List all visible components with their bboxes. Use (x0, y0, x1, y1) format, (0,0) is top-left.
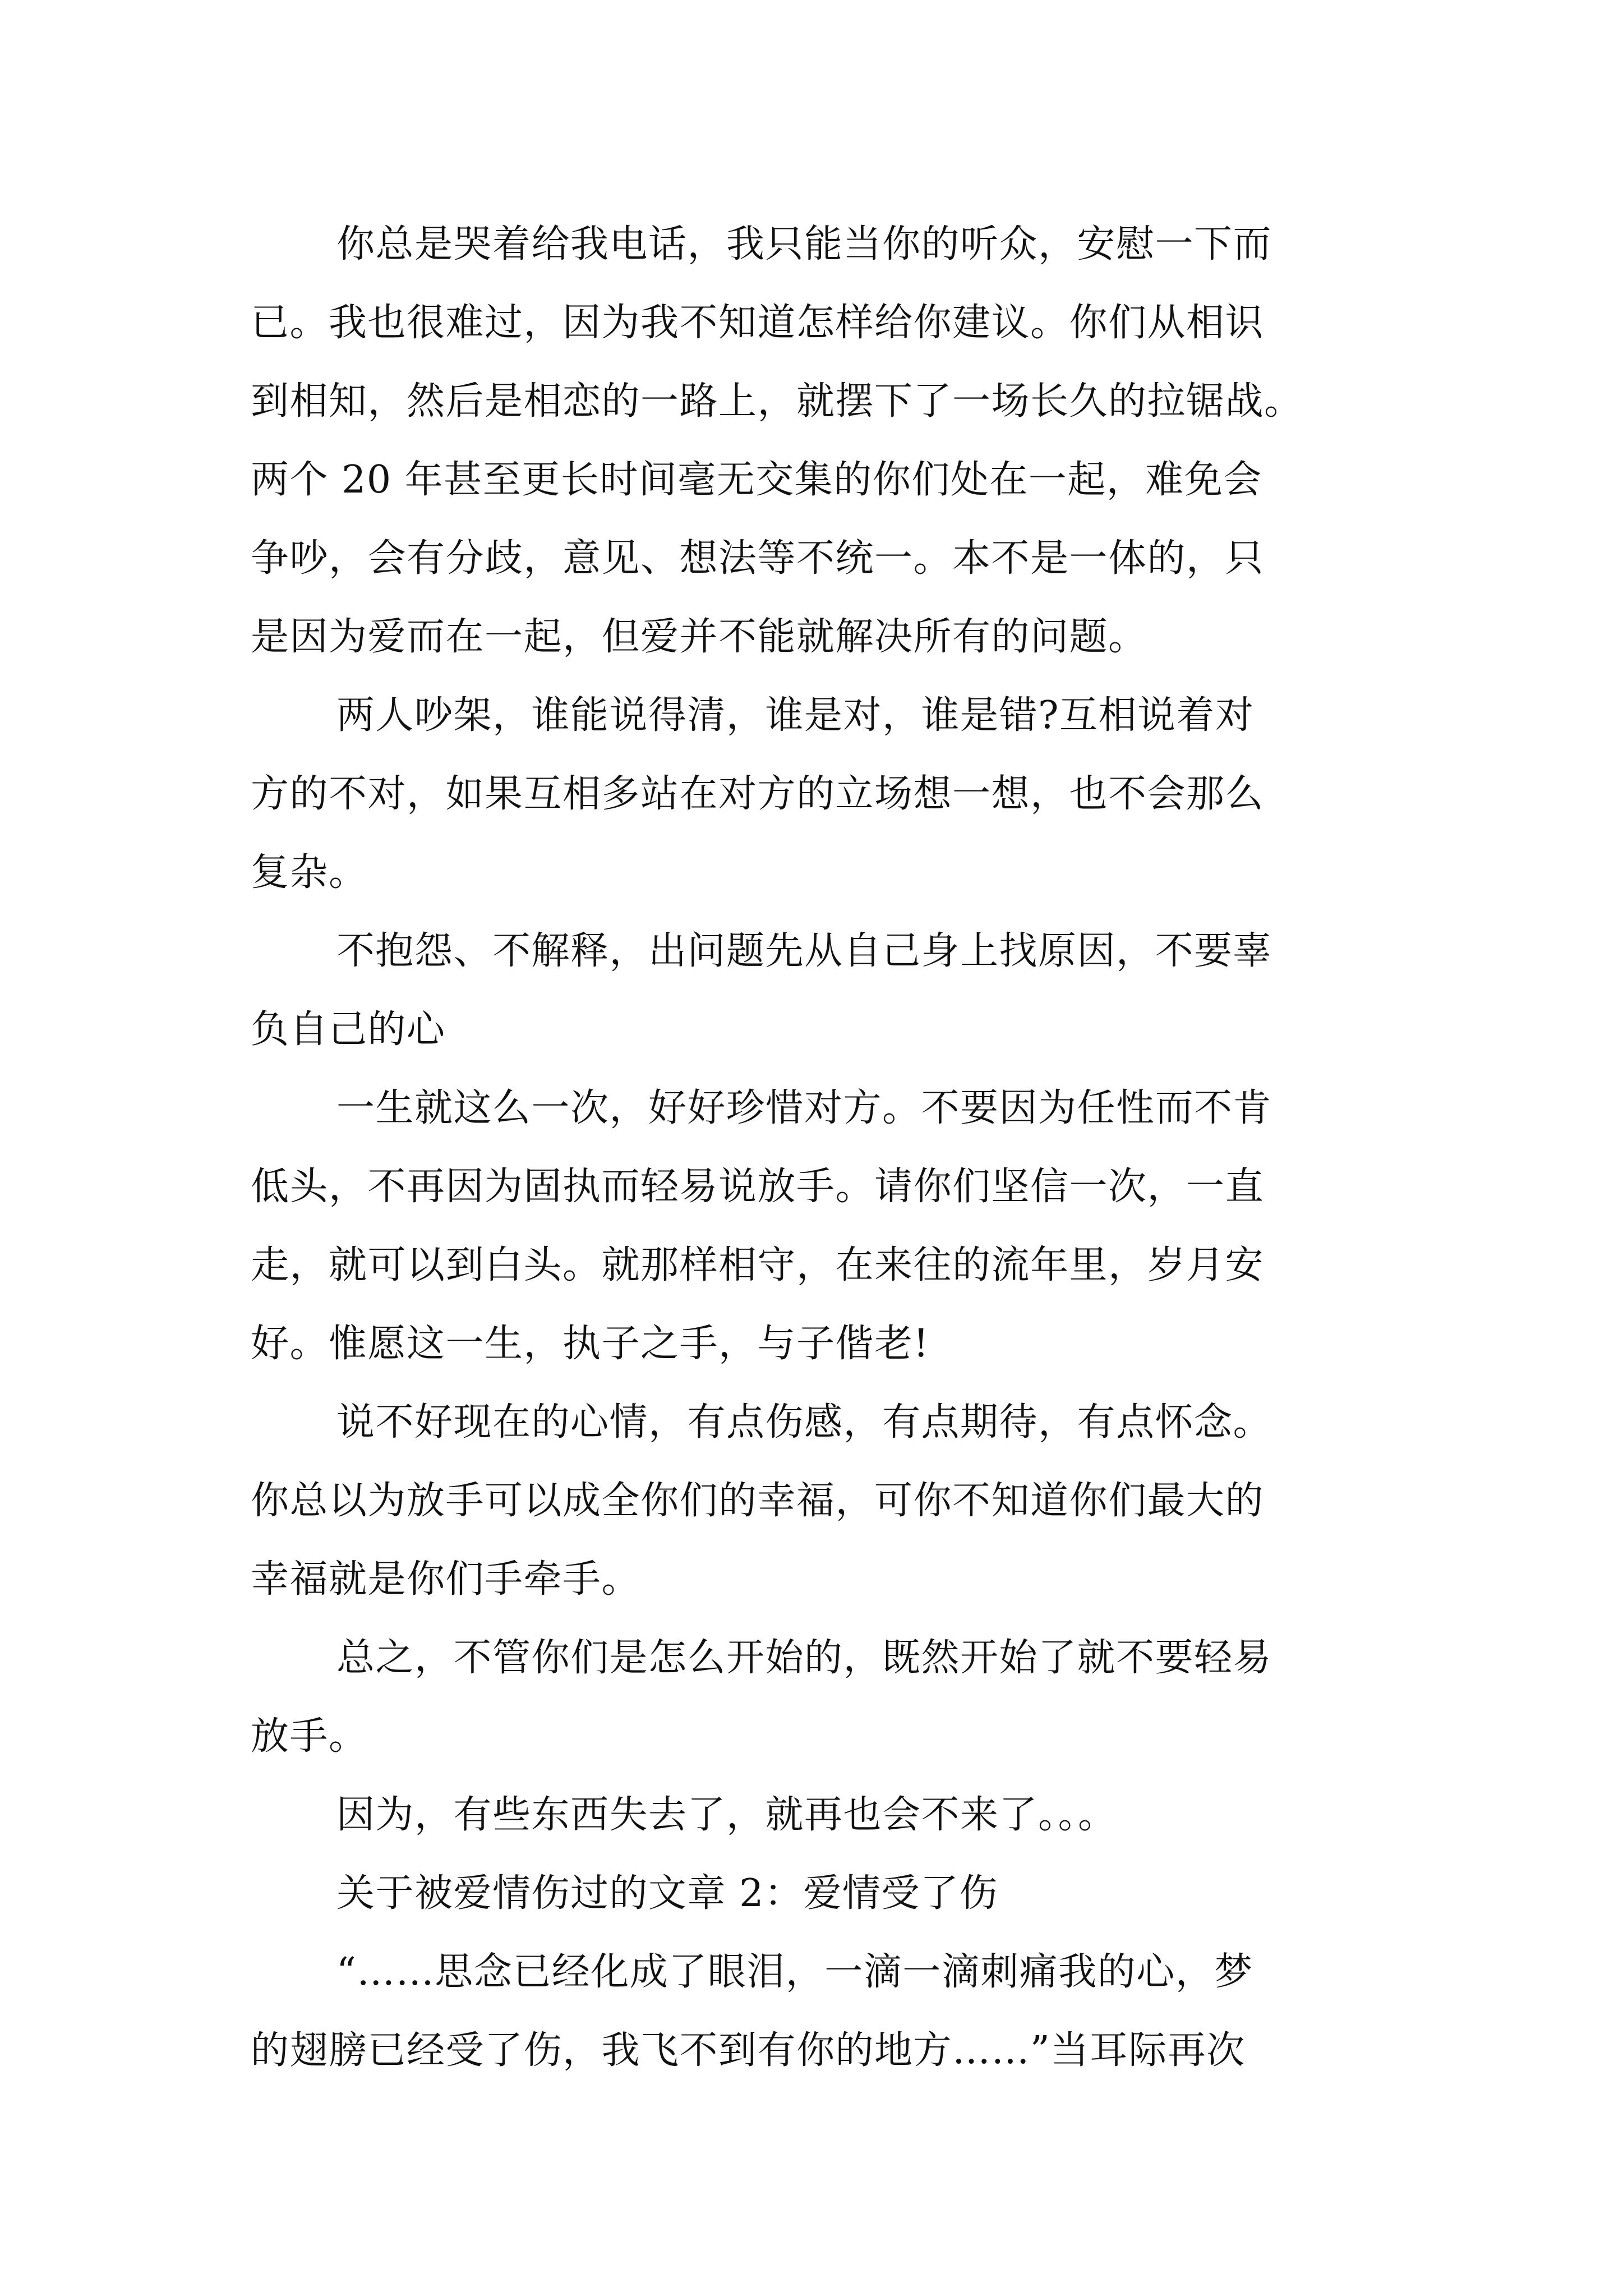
text-line: 的翅膀已经受了伤，我飞不到有你的地方……”当耳际再次 (251, 2028, 1246, 2073)
text-line: 幸福就是你们手牵手。 (251, 1557, 641, 1602)
text-line: 总之，不管你们是怎么开始的，既然开始了就不要轻易 (336, 1636, 1272, 1680)
text-line: 两个 20 年甚至更长时间毫无交集的你们处在一起，难免会 (251, 458, 1262, 502)
text-line: 两人吵架，谁能说得清，谁是对，谁是错?互相说着对 (336, 693, 1255, 738)
text-line: 负自己的心 (251, 1007, 446, 1052)
section-heading: 关于被爱情伤过的文章 2：爱情受了伤 (336, 1871, 998, 1916)
text-line: 好。惟愿这一生，执子之手，与子偕老! (251, 1322, 930, 1366)
text-line: 争吵，会有分歧，意见、想法等不统一。本不是一体的，只 (251, 536, 1265, 581)
text-line: 方的不对，如果互相多站在对方的立场想一想，也不会那么 (251, 772, 1265, 816)
text-line: 放手。 (251, 1714, 368, 1759)
text-line: 到相知，然后是相恋的一路上，就摆下了一场长久的拉锯战。 (251, 379, 1303, 424)
text-line: 已。我也很难过，因为我不知道怎样给你建议。你们从相识 (251, 301, 1265, 345)
text-line: 你总是哭着给我电话，我只能当你的听众，安慰一下而 (336, 222, 1272, 266)
text-line: 一生就这么一次，好好珍惜对方。不要因为任性而不肯 (336, 1086, 1272, 1130)
text-line: 因为，有些东西失去了，就再也会不来了。。。 (336, 1793, 1117, 1837)
text-line: 低头，不再因为固执而轻易说放手。请你们坚信一次，一直 (251, 1165, 1265, 1209)
text-line: 不抱怨、不解释，出问题先从自己身上找原因，不要辜 (336, 929, 1272, 973)
text-line: 复杂。 (251, 850, 368, 895)
text-line: 走，就可以到白头。就那样相守，在来往的流年里，岁月安 (251, 1243, 1265, 1287)
text-line: 是因为爱而在一起，但爱并不能就解决所有的问题。 (251, 615, 1147, 659)
text-line: 说不好现在的心情，有点伤感，有点期待，有点怀念。 (336, 1400, 1272, 1444)
text-line: 你总以为放手可以成全你们的幸福，可你不知道你们最大的 (251, 1479, 1265, 1523)
text-line: “……思念已经化成了眼泪，一滴一滴刺痛我的心，梦 (336, 1950, 1253, 1994)
